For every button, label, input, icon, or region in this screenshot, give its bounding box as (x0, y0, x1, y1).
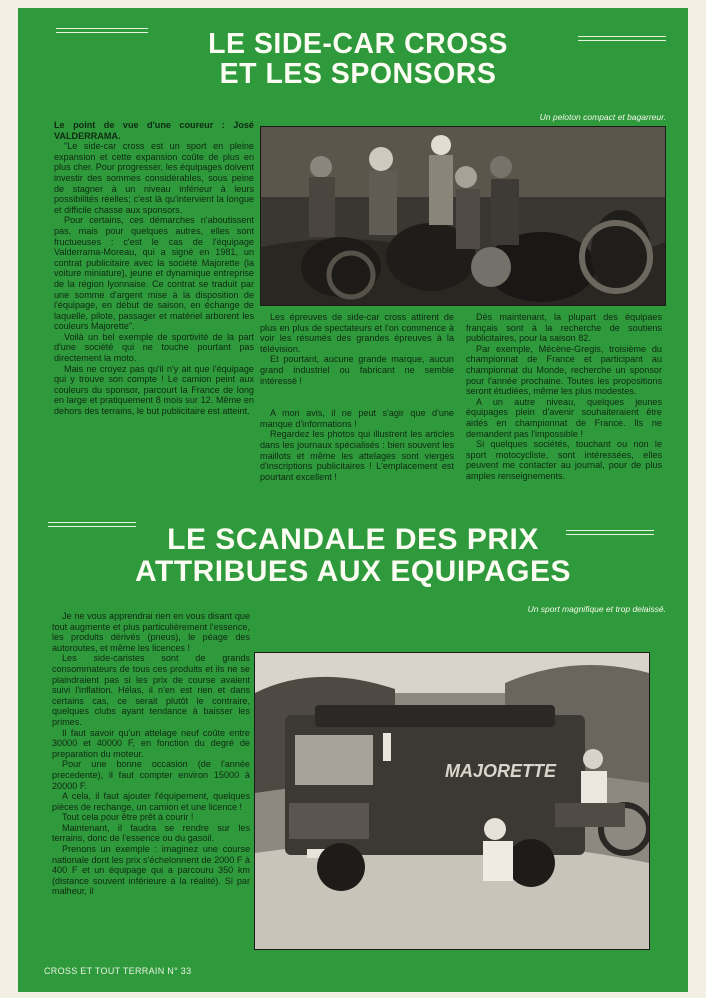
article1-title-line1: LE SIDE-CAR CROSS (208, 28, 508, 60)
van-lettering: MAJORETTE (445, 761, 557, 781)
article1-column3 (466, 312, 662, 482)
article1-column1 (54, 120, 254, 417)
paragraph: Tout cela pour être prêt à courir ! (62, 812, 194, 823)
paragraph: Mais ne croyez pas qu'il n'y ait que l'équipage qui y trouve son compte ! Le camion peint aux couleurs du sponsor, parcourt la France de long en large et pratiquement 8 mois sur 12. Même en dehors des terrains, le but publicitaire est atteint. (54, 363, 254, 417)
paragraph: Prenons un exemple : imaginez une course nationale dont les prix s'échelonnent de 2000 F à 400 F et un équipage qui a parcouru 350 km (distance souvent inférieure à la réalité). Si par malheur, il (52, 844, 250, 897)
paragraph: Je ne vous apprendrai rien en vous disant que tout augmente et plus particulièrement l'essence, les produits dérivés (pneus), le péage des autoroutes, et même les licences ! (52, 611, 250, 653)
team-van-photo (254, 652, 650, 950)
paragraph: Les side-caristes sont de grands consommateurs de tous ces produits et ils ne se plaindraient pas si les prix de course avaient suivi l'inflation. Hélas, il n'en est rien et dans certains cas, ce serait plutôt le contraire, quelques clubs ayant tendance à baisser les primes. (52, 653, 250, 727)
paragraph: Dès maintenant, la plupart des équipaes français sont à la recherche de soutiens publicitaires, pour la saison 82. (466, 312, 662, 344)
paragraph: Si quelques sociétés, touchant ou non le sport motocycliste, sont intéressées, elles peuvent me contacter au journal, pour de plus amples renseignements. (466, 439, 662, 481)
sidecar-race-image (261, 127, 665, 305)
article2-photo-caption: Un sport magnifique et trop delaissé. (527, 604, 666, 614)
article2-column1 (52, 611, 250, 897)
article1-title (158, 30, 558, 90)
article2-title-line2: ATTRIBUES AUX EQUIPAGES (135, 554, 571, 588)
sidecar-race-photo (260, 126, 666, 306)
article1-photo-caption: Un peloton compact et bagarreur. (539, 112, 666, 122)
article2-title (78, 524, 628, 587)
magazine-page (18, 8, 688, 992)
paragraph: Les épreuves de side-car cross attirent de plus en plus de spectateurs et l'on commence à voir les résumés des grandes épreuves à la télévision. (260, 312, 454, 354)
decorative-rule-left (56, 28, 148, 33)
paragraph: "Le side-car cross est un sport en pleine expansion et cette expansion coûte de plus en plus cher. Pour progresser, les équipages doivent investir des sommes considérables, sous peine de stagner à un niveau inférieur à leurs possibilités réelles; c'est là qu'intervient la longue et difficile chasse aux sponsors. (54, 141, 254, 215)
paragraph: A cela, il faut ajouter l'équipement, quelques pièces de rechange, un camion et une licence ! (52, 791, 250, 812)
paragraph: Et pourtant, aucune grande marque, aucun grand industriel ou fabricant ne semble intéressé ! (260, 354, 454, 386)
article1-title-line2: ET LES SPONSORS (219, 57, 497, 90)
decorative-rule-right (578, 36, 666, 41)
paragraph: Il faut savoir qu'un attelage neuf coûte entre 30000 et 40000 F, en fonction du degré de preparation du moteur. (52, 727, 250, 759)
paragraph: Pour une bonne occasion (de l'année precedente), il faut compter environ 15000 à 20000 F. (52, 759, 250, 791)
paragraph: A mon avis, il ne peut s'agir que d'une manque d'informations ! (260, 408, 454, 429)
article1-lead: Le point de vue d'une coureur : José VALDERRAMA. (54, 120, 254, 141)
paragraph: Regardez les photos qui illustrent les articles dans les journaux spécialisés : bien souvent les maillots et même les attelages sont vierges d'inscriptions publicitaires ! L'emplacement est pourtant excellent ! (260, 429, 454, 482)
magazine-footer: CROSS ET TOUT TERRAIN N° 33 (44, 966, 192, 976)
team-van-image (255, 653, 649, 949)
paragraph: Pour certains, ces démarches n'aboutissent pas, mais pour quelques autres, elles sont fructueuses : c'est le cas de l'équipage Valderrama-Moreau, qui a signé en 1981, un contrat publicitaire avec la société Majorette (la voiture miniature), jeune et dynamique entreprise de la région lyonnaise. Ce contrat se traduit par une somme d'argent mise à la disposition de l'équipage, en début de saison, en échange de laquelle, pilote, passager et matériel arborent les couleurs Majorette". (54, 215, 254, 332)
paragraph: Voilà un bel exemple de sportivité de la part d'une société qui ne touche pourtant pas directement la moto. (54, 331, 254, 364)
paragraph: Maintenant, il faudra se rendre sur les terrains, donc de l'essence ou du gasoil. (52, 822, 250, 844)
paragraph: Par exemple, Mécène-Gregis, troisième du championnat de France et participant au championnat du Monde, recherche un sponsor pour l'année prochaine. Toutes les propositions seront étudiées, même les plus modestes. (466, 343, 662, 397)
article2-title-line1: LE SCANDALE DES PRIX (167, 523, 539, 556)
paragraph: A un autre niveau, quelques jeunes équipages plein d'avenir souhaiteraient être aidés en championnat de France. Ils ne demandent pas l'impossible ! (466, 396, 662, 439)
article1-column2 (260, 312, 454, 482)
